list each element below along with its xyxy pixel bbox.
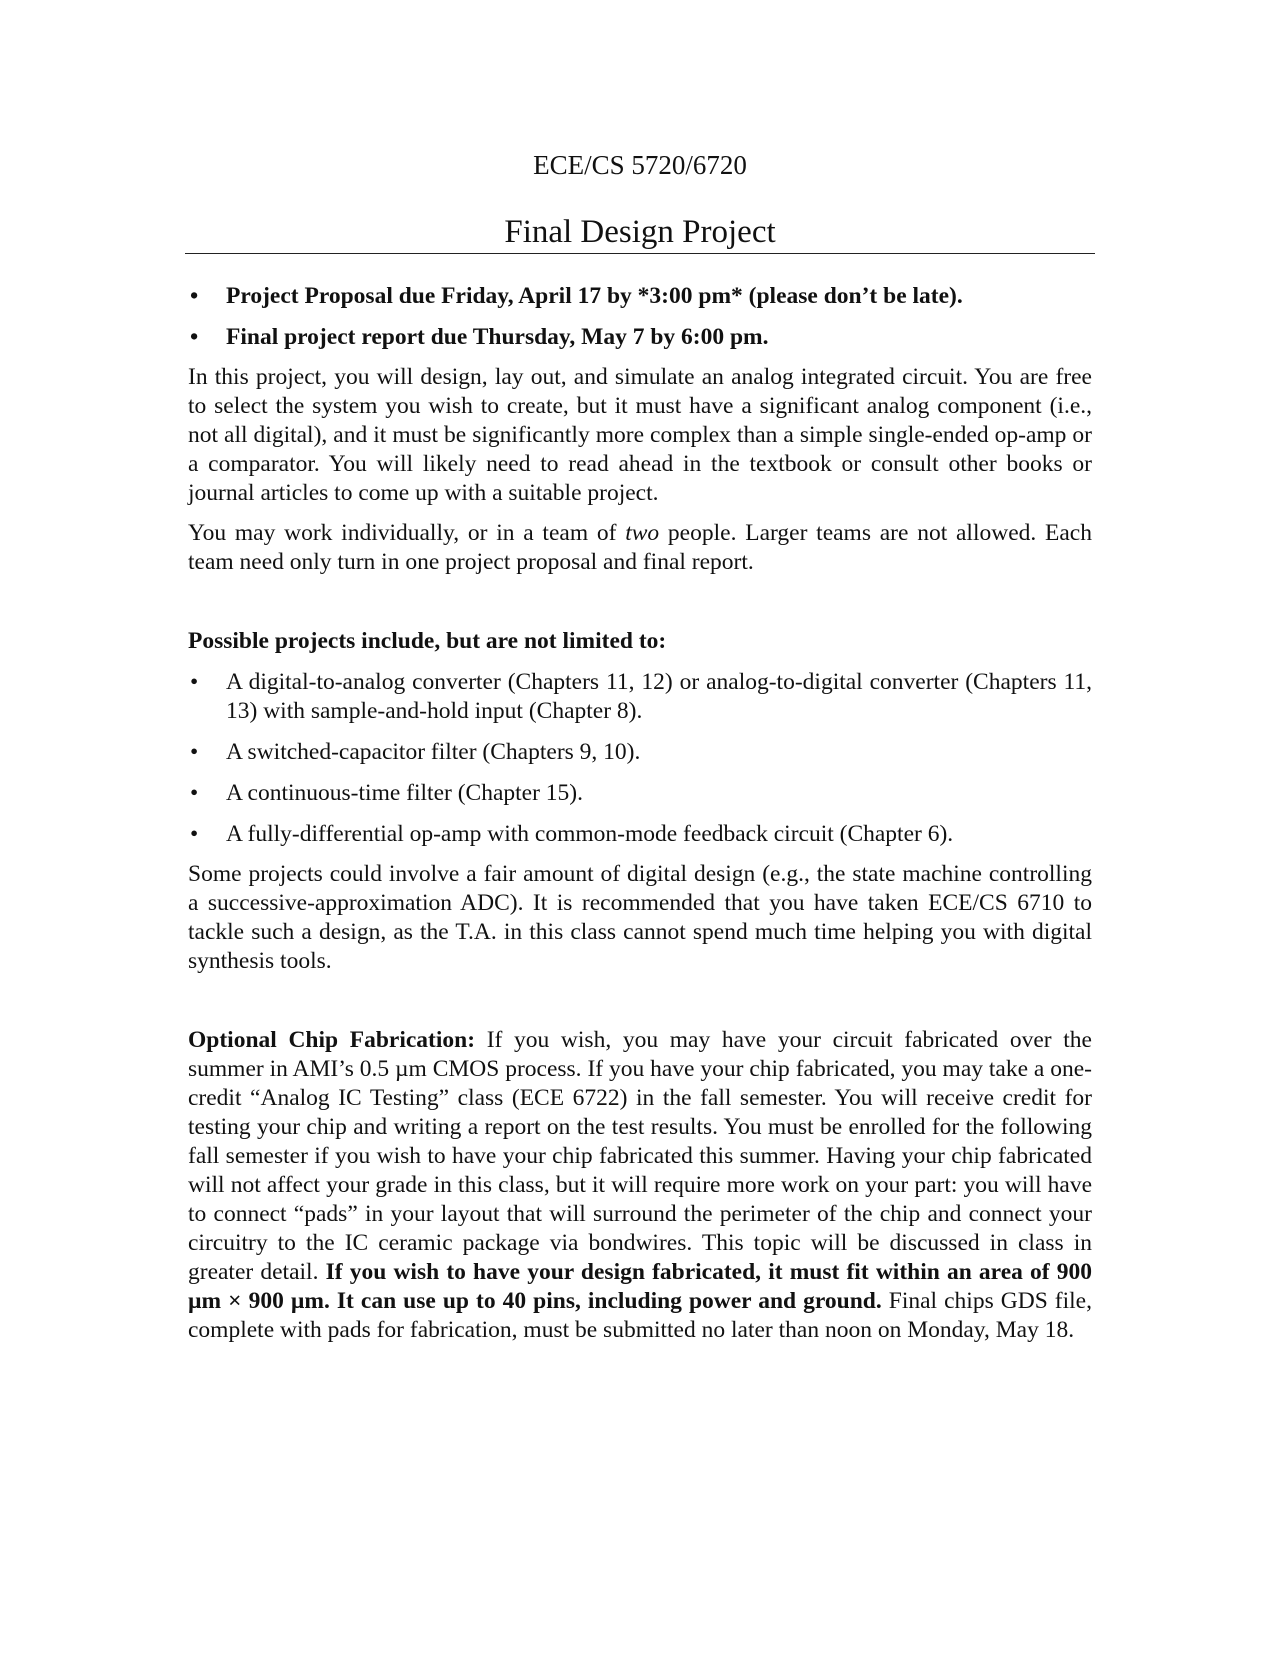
project-item	[188, 820, 1092, 849]
bullet-icon: •	[190, 780, 199, 806]
bullet-icon: •	[190, 821, 199, 847]
project-text: A continuous-time filter (Chapter 15).	[226, 780, 583, 806]
project-item	[188, 668, 1092, 726]
projects-heading: Possible projects include, but are not limited to:	[188, 628, 667, 654]
page-title: Final Design Project	[504, 214, 776, 250]
deadline-item	[188, 282, 1092, 311]
title-divider	[185, 253, 1095, 254]
project-item	[188, 738, 1092, 767]
team-text-before: You may work individually, or in a team of	[188, 520, 626, 546]
fabrication-deadline: Final chips GDS file, complete with pads for fabrication, must be submitted no later than noon on Monday, May 18.	[188, 1288, 1092, 1343]
document-body	[188, 282, 1092, 1345]
project-text: A switched-capacitor filter (Chapters 9, 10).	[226, 739, 641, 765]
team-paragraph	[188, 519, 1092, 577]
bullet-icon: •	[190, 283, 199, 309]
project-list	[188, 668, 1092, 849]
fabrication-requirements: If you wish to have your design fabricated, it must fit within an area of 900 µm × 900 µm. It can use up to 40 pins, including power and ground.	[188, 1259, 1092, 1314]
intro-paragraph: In this project, you will design, lay out, and simulate an analog integrated circuit. You are free to select the system you wish to create, but it must have a significant analog component (i.e., not all digital), and it must be significantly more complex than a simple single-ended op-amp or a comparator. You will likely need to read ahead in the textbook or consult other books or journal articles to come up with a suitable project.	[188, 364, 1092, 506]
project-item	[188, 779, 1092, 808]
project-text: A fully-differential op-amp with common-mode feedback circuit (Chapter 6).	[226, 821, 954, 847]
fabrication-paragraph	[188, 1026, 1092, 1345]
fabrication-text: If you wish, you may have your circuit fabricated over the summer in AMI’s 0.5 µm CMOS process. If you have your chip fabricated, you may take a one-credit “Analog IC Testing” class (ECE 6722) in the fall semester. You will receive credit for testing your chip and writing a report on the test results. You must be enrolled for the following fall semester if you wish to have your chip fabricated this summer. Having your chip fabricated will not affect your grade in this class, but it will require more work on your part: you will have to connect “pads” in your layout that will surround the perimeter of the chip and connect your circuitry to the IC ceramic package via bondwires. This topic will be discussed in class in greater detail.	[188, 1027, 1092, 1285]
fabrication-label: Optional Chip Fabrication:	[188, 1027, 476, 1053]
bullet-icon: •	[190, 324, 199, 350]
project-text: A digital-to-analog converter (Chapters 11, 12) or analog-to-digital converter (Chapters 11, 13) with sample-and-hold input (Chapter 8).	[226, 669, 1092, 724]
course-code: ECE/CS 5720/6720	[533, 150, 747, 180]
team-text-after: people. Larger teams are not allowed. Each team need only turn in one project proposal and final report.	[188, 520, 1092, 575]
deadline-item	[188, 323, 1092, 352]
bullet-icon: •	[190, 739, 199, 765]
digital-design-note: Some projects could involve a fair amount of digital design (e.g., the state machine controlling a successive-approximation ADC). It is recommended that you have taken ECE/CS 6710 to tackle such a design, as the T.A. in this class cannot spend much time helping you with digital synthesis tools.	[188, 861, 1092, 974]
team-size-emphasis: two	[625, 520, 660, 546]
deadline-text: Final project report due Thursday, May 7 by 6:00 pm.	[226, 324, 769, 350]
bullet-icon: •	[190, 669, 199, 695]
deadline-text: Project Proposal due Friday, April 17 by *3:00 pm* (please don’t be late).	[226, 283, 963, 309]
deadline-list	[188, 282, 1092, 352]
